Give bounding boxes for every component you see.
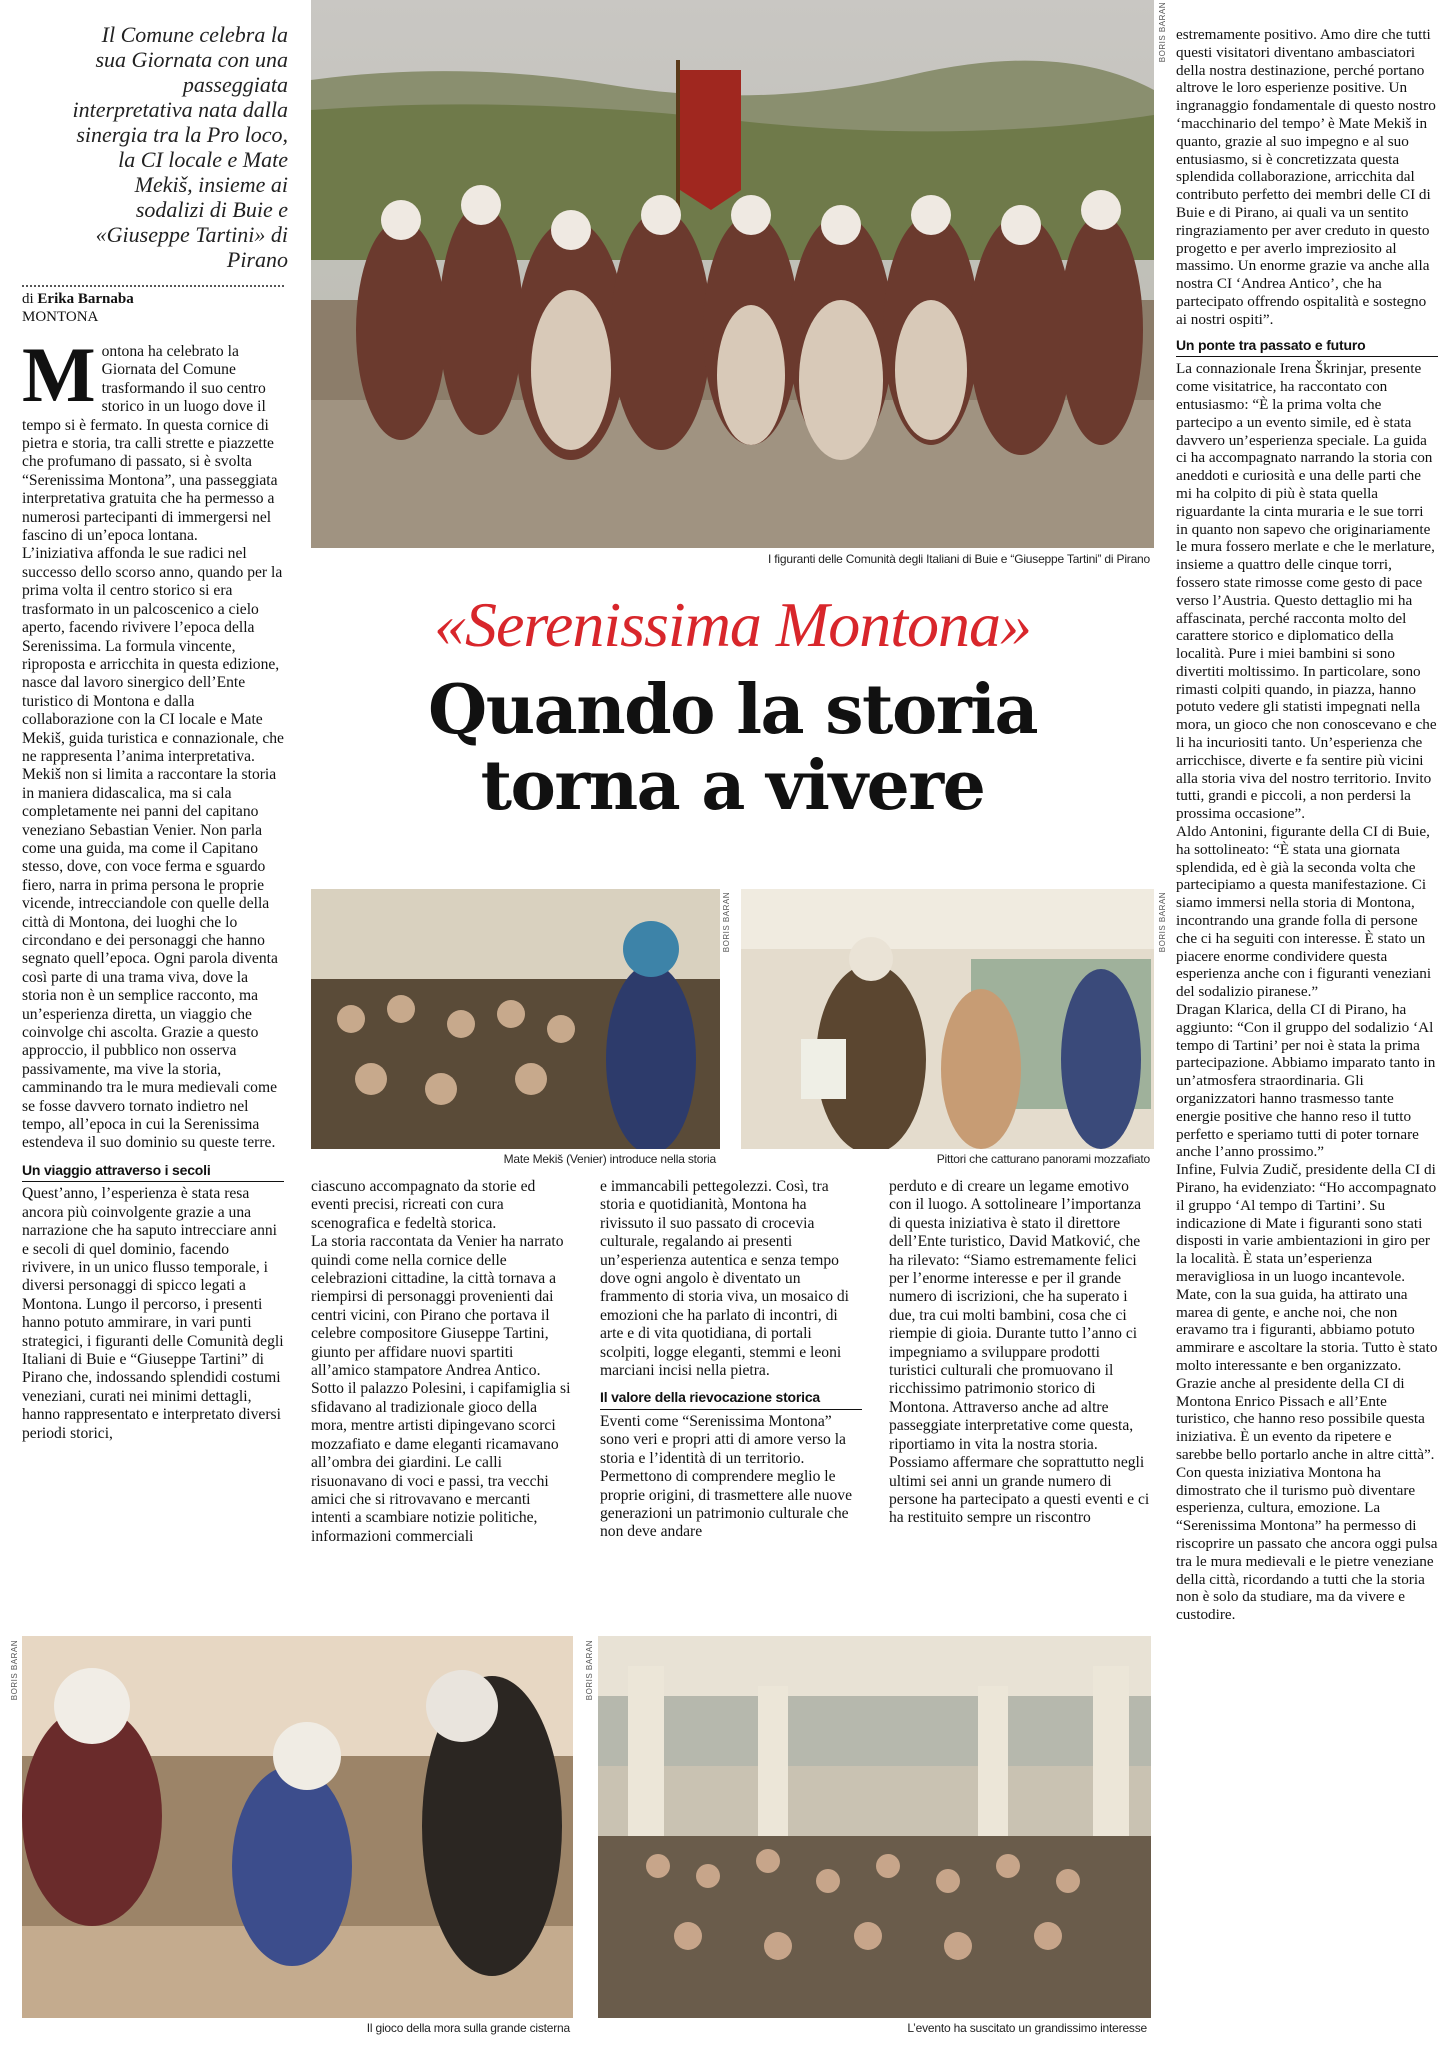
headline <box>311 672 1154 824</box>
top-photo-image <box>311 0 1154 548</box>
top-photo-caption: I figuranti delle Comunità degli Italiani di Buie e “Giuseppe Tartini” di Pirano <box>768 552 1150 566</box>
col3-paragraph-2: Eventi come “Serenissima Montona” sono veri e propri atti di amore verso la storia e l’identità di un territorio. Permettono di comprendere meglio le proprie origini, di trasmettere alle nuove generazioni un patrimonio culturale che non deve andare <box>600 1412 853 1541</box>
col2-paragraph-2: La storia raccontata da Venier ha narrato quindi come nella cornice delle celebrazioni cittadine, la città tornava a riempirsi di personaggi provenienti dai centri vicini, con Pirano che portava il celebre compositore Giuseppe Tartini, giunto per affidare nuovi spartiti all’amico stampatore Andrea Antico. Sotto il palazzo Polesini, i capifamiglia si sfidavano al tradizionale gioco della mora, mentre artisti dipingevano scorci mozzafiato e dame eleganti ricamavano all’ombra dei giardini. Le calli risuonavano di voci e passi, tra vecchi amici che si ritrovavano e mercanti intenti a scambiare notizie politiche, informazioni commerciali <box>311 1233 571 1545</box>
column-2 <box>311 1178 573 1546</box>
intro-summary: Il Comune celebra la sua Giornata con una passeggiata interpretativa nata dalla sinergia tra la Pro loco, la CI locale e Mate Mekiš, insieme ai sodalizi di Buie e «Giuseppe Tartini» di Pirano <box>72 22 288 272</box>
col5-paragraph-2: La connazionale Irena Škrinjar, presente come visitatrice, ha raccontato con entusiasmo: “È la prima volta che partecipo a un evento simile, ed è stata davvero un’esperienza speciale. La guida ci ha accompagnato narrando la storia con aneddoti e curiosità e una delle parti che mi ha colpito di più è stata quella riguardante la cinta muraria e le sue torri in quanto non sapevo che originariamente le mura fossero merlate e che le merlature, insieme a quattro delle cinque torri, fossero state rimosse come gesto di pace verso l’Austria. Questo dettaglio mi ha affascinata, perché racconta molto del carattere storico e diplomatico della località. Pure i miei bambini si sono divertiti moltissimo. In particolare, sono rimasti colpiti quando, in piazza, hanno potuto vedere gli statisti impegnati nella mora, un gioco che non conoscevano e che li ha incuriositi tanto. Un’esperienza che arricchisce, diverte e fa sentire più vicini alla storia viva del nostro territorio. Invito tutti, grandi e piccoli, a non perdersi la prossima occasione”. <box>1176 360 1437 823</box>
photo-credit-3: BORIS BARAN <box>1158 892 1167 953</box>
dotted-divider <box>22 285 284 287</box>
headline-line-2: torna a vivere <box>480 746 985 826</box>
col5-paragraph-4: Dragan Klarica, della CI di Pirano, ha aggiunto: “Con il gruppo del sodalizio ‘Al tempo di Tartini’ per noi è stata la prima partecipazione. Abbiamo imparato tanto in un’atmosfera straordinaria. Gli organizzatori hanno trasmesso tante energie positive che hanno reso il tutto perfetto e speriamo tutti di poter tornare anche l’anno prossimo.” <box>1176 1001 1436 1161</box>
byline-prefix: di <box>22 291 34 307</box>
col1-paragraph-4: Quest’anno, l’esperienza è stata resa ancora più coinvolgente grazie a una narrazione che ha saputo intrecciare anni e secoli di quel dominio, facendo rivivere, in un unico flusso temporale, i diversi personaggi di spicco legati a Montona. Lungo il percorso, i presenti hanno potuto ammirare, in vari punti strategici, i figuranti delle Comunità degli Italiani di Buie e “Giuseppe Tartini” di Pirano che, indossando splendidi costumi veneziani, curati nei minimi dettagli, hanno rappresentato e interpretato diversi periodi storici, <box>22 1185 284 1442</box>
photo-credit-4: BORIS BARAN <box>10 1640 19 1701</box>
col2-paragraph-1: ciascuno accompagnato da storie ed eventi precisi, ricreati con cura scenografica e fedeltà storica. <box>311 1178 536 1232</box>
mid-left-photo-caption: Mate Mekiš (Venier) introduce nella storia <box>503 1152 716 1166</box>
headline-line-1: Quando la storia <box>427 670 1038 750</box>
photo-credit-5: BORIS BARAN <box>585 1640 594 1701</box>
mid-right-photo-image <box>741 889 1154 1149</box>
mid-right-photo-caption: Pittori che catturano panorami mozzafiato <box>936 1152 1150 1166</box>
bottom-left-photo-image <box>22 1636 573 2018</box>
col1-subhead: Un viaggio attraverso i secoli <box>22 1161 284 1182</box>
col1-paragraph-3: Mekiš non si limita a raccontare la storia in maniera didascalica, ma si cala completamente nei panni del capitano veneziano Sebastian Venier. Non parla come una guida, ma come il Capitano stesso, dove, con voce ferma e sguardo fiero, narra in prima persona le proprie vicende, intrecciandole con quelle della città di Montona, dei luoghi che lo circondano e dei personaggi che hanno segnato quell’epoca. Ogni parola diventa così parte di una trama viva, dove la storia non è un semplice racconto, ma un’esperienza diretta, un viaggio che coinvolge chi ascolta. Grazie a questo approccio, il pubblico non osserva passivamente, ma vive la storia, camminando tra le mura medievali come se fosse davvero tornato indietro nel tempo, all’epoca in cui la Serenissima estendeva il suo dominio su queste terre. <box>22 766 278 1152</box>
col1-paragraph-2: L’iniziativa affonda le sue radici nel successo dello scorso anno, quando per la prima volta il centro storico si era trasformato in un palcoscenico a cielo aperto, facendo rivivere l’epoca della Serenissima. La formula vincente, riproposta e arricchita in questa edizione, nasce dal lavoro sinergico dell’Ente turistico di Montona e dalla collaborazione con la CI locale e Mate Mekiš, guida turistica e connazionale, che ne rappresenta l’anima interpretativa. <box>22 545 284 765</box>
column-4 <box>889 1178 1151 1528</box>
top-photo <box>311 0 1154 548</box>
bottom-left-photo <box>22 1636 573 2018</box>
col1-paragraph-1: ontona ha celebrato la Giornata del Comune trasformando il suo centro storico in un luogo dove il tempo si è fermato. In questa cornice di pietra e storia, tra calli strette e piazzette che profumano di passato, si è svolta “Serenissima Montona”, una passeggiata interpretativa gratuita che ha permesso a numerosi partecipanti di immergersi nel fascino di un’epoca lontana. <box>22 343 278 545</box>
byline-author: Erika Barnaba <box>37 291 134 307</box>
mid-left-photo <box>311 889 720 1149</box>
byline <box>22 290 282 326</box>
photo-credit: BORIS BARAN <box>1158 2 1167 63</box>
col3-subhead: Il valore della rievocazione storica <box>600 1388 862 1409</box>
kicker: «Serenissima Montona» <box>433 589 1032 660</box>
col3-paragraph-1: e immancabili pettegolezzi. Così, tra storia e quotidianità, Montona ha rivissuto il suo passato di crocevia culturale, regalando ai presenti un’esperienza autentica e senza tempo dove ogni angolo è diventato un frammento di storia viva, un mosaico di emozioni che ha parlato di incontri, di arte e di vita quotidiana, di portali scolpiti, logge eleganti, stemmi e leoni marciani incisi nella pietra. <box>600 1178 850 1380</box>
mid-left-photo-image <box>311 889 720 1149</box>
byline-place: MONTONA <box>22 309 99 325</box>
bottom-right-photo <box>598 1636 1151 2018</box>
column-1 <box>22 331 284 1443</box>
dropcap: M <box>22 331 96 418</box>
col4-paragraph-1: perduto e di creare un legame emotivo con il luogo. A sottolineare l’importanza di questa iniziativa è stato il direttore dell’Ente turistico, David Matković, che ha rilevato: “Siamo estremamente felici per l’enorme interesse e per il grande numero di iscrizioni, che ha superato i due, tra cui molti bambini, cosa che ci riempie di gioia. Durante tutto l’anno ci impegniamo a sviluppare prodotti turistici culturali che promuovano il ricchissimo patrimonio storico di Montona. Attraverso anche ad altre passeggiate interpretative come questa, riportiamo in vita la nostra storia. Possiamo affermare che soprattutto negli ultimi sei anni un grande numero di persone ha partecipato a questi eventi e ci ha restituito sempre un riscontro <box>889 1178 1150 1527</box>
bottom-right-photo-image <box>598 1636 1151 2018</box>
col5-paragraph-5: Infine, Fulvia Zudič, presidente della CI di Pirano, ha evidenziato: “Ho accompagnato il gruppo ‘Al tempo di Tartini’. Su indicazione di Mate i figuranti sono stati disposti in varie ambientazioni in giro per la località. È stata un’esperienza meravigliosa in un luogo incantevole. Mate, con la sua guida, ha attirato una marea di gente, e anche noi, che non eravamo tra i figuranti, abbiamo potuto ammirare e ascoltare la storia. Tutto è stato molto interessante e ben organizzato. Grazie anche al presidente della CI di Montona Enrico Pissach e all’Ente turistico, che hanno reso possibile questa iniziativa. È un evento da ripetere e sarebbe bello portarlo anche in altre città”. <box>1176 1161 1438 1463</box>
bottom-right-photo-caption: L’evento ha suscitato un grandissimo interesse <box>907 2021 1147 2035</box>
column-3 <box>600 1178 862 1542</box>
col5-paragraph-3: Aldo Antonini, figurante della CI di Buie, ha sottolineato: “È stata una giornata splendida, ed è già la seconda volta che partecipiamo a questa manifestazione. Ci siamo immersi nella storia di Montona, incontrando una grande folla di persone che ci ha seguiti con interesse. È stato un piacere enorme condividere questa esperienza anche con i figuranti veneziani del sodalizio piranese.” <box>1176 823 1432 1001</box>
column-5 <box>1176 26 1438 1624</box>
mid-right-photo <box>741 889 1154 1149</box>
col5-paragraph-6: Con questa iniziativa Montona ha dimostrato che il turismo può diventare esperienza, cultura, emozione. La “Serenissima Montona” ha permesso di riscoprire un passato che ancora oggi pulsa tra le mura medievali e le pietre veneziane della città, ricordando a tutti che la storia non è solo da studiare, ma da vivere e custodire. <box>1176 1463 1438 1624</box>
col5-paragraph-1: estremamente positivo. Amo dire che tutti questi visitatori diventano ambasciatori della nostra destinazione, perché portano altrove le loro esperienze positive. Un ingranaggio fondamentale di questo nostro ‘macchinario del tempo’ è Mate Mekiš in quanto, grazie al suo impegno e al suo entusiasmo, si è concretizzata questa splendida collaborazione, arricchita dal contributo perfetto dei membri delle CI di Buie e di Pirano, ai quali va un sentito ringraziamento per aver creduto in questo progetto e per averlo impreziosito al massimo. Un enorme grazie va anche alla nostra CI ‘Andrea Antico’, che ha partecipato offrendo ospitalità e sostegno ai nostri ospiti”. <box>1176 26 1436 328</box>
bottom-left-photo-caption: Il gioco della mora sulla grande cisterna <box>366 2021 570 2035</box>
col5-subhead: Un ponte tra passato e futuro <box>1176 337 1438 358</box>
photo-credit-2: BORIS BARAN <box>722 892 731 953</box>
